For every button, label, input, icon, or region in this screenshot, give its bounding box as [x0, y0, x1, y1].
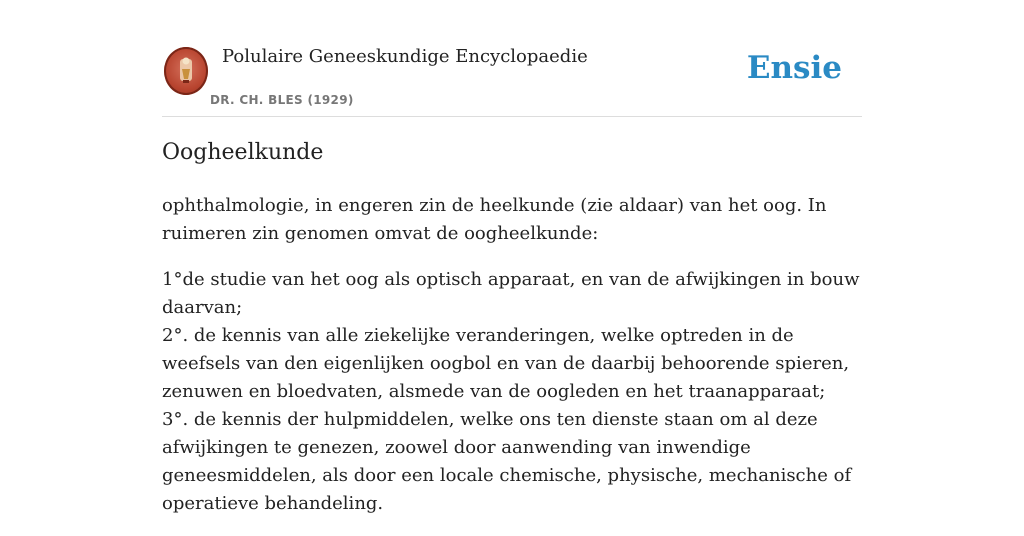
page	[162, 0, 862, 512]
entry-list	[162, 266, 862, 518]
book-title[interactable]: Polulaire Geneeskundige Encyclopaedie	[222, 46, 588, 67]
header	[162, 0, 862, 117]
book-author: DR. CH. BLES (1929)	[210, 93, 354, 107]
list-item: 3°. de kennis der hulpmiddelen, welke ons ten dienste staan om al deze afwijkingen te genezen, zoowel door aanwending van inwendige geneesmiddelen, als door een locale chemische, physische, mechanische of operatieve behandeling.	[162, 409, 852, 514]
entry-title: Oogheelkunde	[162, 140, 324, 165]
ensie-logo-link[interactable]: Ensie	[746, 50, 842, 86]
list-item: 1°de studie van het oog als optisch apparaat, en van de afwijkingen in bouw daarvan;	[162, 269, 860, 318]
list-item: 2°. de kennis van alle ziekelijke veranderingen, welke optreden in de weefsels van den eigenlijken oogbol en van de daarbij behoorende spieren, zenuwen en bloedvaten, alsmede van de oogleden en het traanapparaat;	[162, 325, 850, 402]
entry-intro: ophthalmologie, in engeren zin de heelkunde (zie aldaar) van het oog. In ruimeren zin genomen omvat de oogheelkunde:	[162, 195, 827, 244]
book-cover-icon[interactable]	[164, 47, 208, 95]
entry-content	[162, 192, 862, 536]
